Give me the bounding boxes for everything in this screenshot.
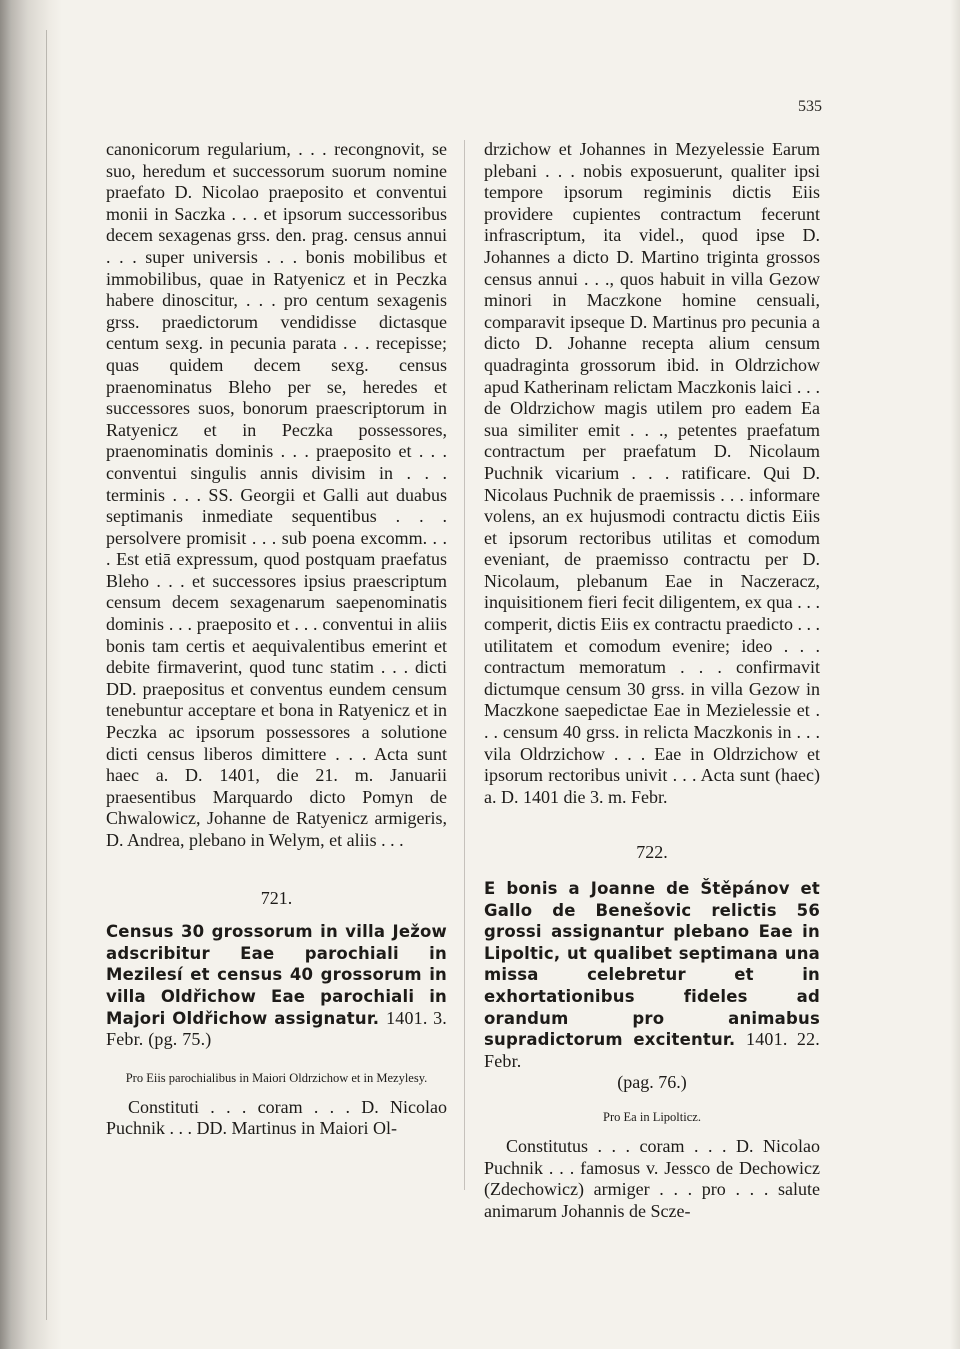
- right-column: [484, 139, 820, 1222]
- rubric-721: Pro Eiis parochialibus in Maiori Oldrzichow et in Mezylesy.: [125, 1070, 428, 1085]
- regest-721-text: Census 30 grossorum in villa Ježow adscribitur Eae parochiali in Mezilesí et census 40 grossorum in villa Oldřichow Eae parochiali in Majori Oldřichow assignatur.: [106, 922, 447, 1028]
- document-number-722: 722.: [636, 842, 668, 863]
- regest-722-date: 1401. 22. Febr.: [484, 1029, 820, 1071]
- regest-722: [484, 878, 820, 1072]
- text-721: Constituti . . . coram . . . D. Nicolao Puchnik . . . DD. Martinus in Maiori Ol-: [106, 1096, 447, 1139]
- regest-722-pag: (pag. 76.): [617, 1072, 687, 1093]
- regest-721-date: 1401. 3. Febr. (pg. 75.): [106, 1007, 447, 1050]
- left-column: [106, 139, 447, 1140]
- regest-722-text: E bonis a Joanne de Štěpánov et Gallo de Benešovic relictis 56 grossi assignantur plebano Eae in Lipoltic, ut qualibet septimana una missa celebretur et in exhortationibus fideles ad orandum pro animabus supradictorum excitentur.: [484, 879, 820, 1050]
- column-divider: [464, 140, 465, 1190]
- page-number: 535: [798, 98, 822, 115]
- document-number-721: 721.: [260, 887, 293, 908]
- rubric-722: Pro Ea in Lipolticz.: [603, 1109, 701, 1124]
- regest-721: [106, 921, 447, 1051]
- scan-binding-edge: [0, 0, 62, 1349]
- scan-edge-line: [46, 30, 47, 1320]
- scan-right-edge: [950, 0, 960, 1349]
- text-722: Constitutus . . . coram . . . D. Nicolao Puchnik . . . famosus v. Jessco de Dechowicz (Zdechowicz) armiger . . . pro . . . salute animarum Johannis de Scze-: [484, 1135, 820, 1221]
- left-continuation-text: canonicorum regularium, . . . recongnovit, se suo, heredum et successorum suorum nomine praefato D. Nicolao praeposito et conventui monii in Saczka . . . et ipsorum successoribus decem sexagenas grss. den. prag. census annui . . . super universis . . . bonis mobilibus et immobilibus, quae in Ratyenicz et in Peczka habere dinoscitur, . . . pro centum sexagenis grss. praedictorum vendidisse dictasque centum sexg. in pecunia parata . . . recepisse; quas quidem decem sexg. census praenominatus Bleho per se, heredes et successores suos, bonorum praescriptorum in Ratyenicz et in Peczka possessores, praenominatis dominis . . . praeposito et . . . conventui singulis annis divisim in . . . terminis . . . SS. Georgii et Galli aut duabus septimanis inmediate sequentibus . . . persolvere promisit . . . sub poena excomm. . . . Est etiā expressum, quod postquam praefatus Bleho . . . et successores ipsius praescriptum censum decem sexagenarum saepenominatis dominis . . . praeposito et . . . conventui in aliis bonis tam certis et aequivalentibus emerint et debite firmaverint, quod tunc statim . . . dicti DD. praepositus et conventus eundem censum tenebuntur acceptare et bona in Ratyenicz et in Peczka ac ipsorum possessores a solutione dicti census liberos dimittere . . . Acta sunt haec a. D. 1401, die 21. m. Januarii praesentibus Marquardo dicto Pomyn de Chwalowicz, Johanne de Ratyenicz armigeris, D. Andrea, plebano in Welym, et aliis . . .: [106, 139, 447, 850]
- right-continuation-text: drzichow et Johannes in Mezyelessie Earum plebani . . . nobis exposuerunt, qualiter ipsi tempore ipsorum regiminis dictis Eiis providere cupientes contractum fecerunt infrascriptum, ita videl., quod ipse D. Johannes a dicto D. Martino triginta grossos census annui . . ., quos habuit in villa Gezow minori in Maczkone homine censuali, comparavit ipseque D. Martinus pro pecunia a dicto D. Johanne recepta alium censum quadraginta grossorum ibid. in Oldrzichow apud Katherinam relictam Maczkonis laici . . . de Oldrzichow magis utilem pro eadem Ea sua similiter emit . . ., petentes praefatum contractum per praefatum D. Nicolaum Puchnik vicarium . . . ratificare. Qui D. Nicolaus Puchnik de praemissis . . . informare volens, an ex hujusmodi contractu dictis Eiis et ipsorum rectoribus utilitas et comodum eveniant, de praemisso contractu per D. Nicolaum, plebanum Eae in Naczeracz, inquisitionem fieri fecit diligentem, ex qua . . . comperit, dictis Eiis ex contractu praedicto . . . utilitatem et comodum evenire; ideo . . . contractum memoratum . . . confirmavit dictumque censum 30 grss. in villa Gezow in Maczkone saepedictae Eae in Mezielessie et . . . censum 40 grss. in relicta Maczkonis in . . . vila Oldrzichow . . . Eae in Oldrzichow et ipsorum rectoribus univit . . . Acta sunt (haec) a. D. 1401 die 3. m. Febr.: [484, 139, 820, 807]
